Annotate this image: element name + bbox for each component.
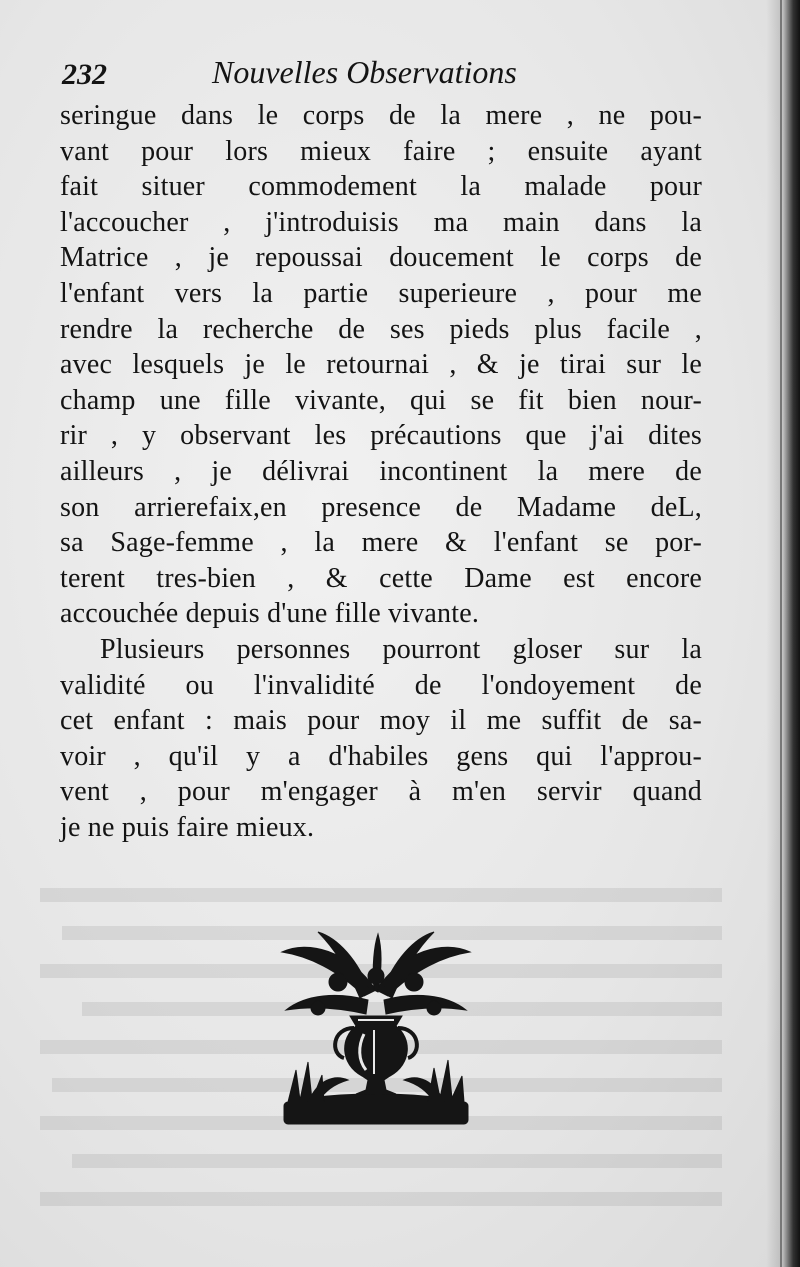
text-line: rir , y observant les précautions que j'ai dites — [60, 420, 702, 452]
page-number: 232 — [62, 58, 107, 91]
text-line: l'enfant vers la partie superieure , pour me — [60, 277, 702, 309]
text-line: l'accoucher , j'introduisis ma main dans la — [60, 206, 702, 238]
text-line: vant pour lors mieux faire ; ensuite ayant — [60, 135, 702, 167]
text-line: accouchée depuis d'une fille vivante. — [60, 598, 480, 630]
text-line: ailleurs , je délivrai incontinent la mere de — [60, 455, 702, 487]
paragraph-1 — [60, 98, 702, 632]
binding-edge-shadow — [766, 0, 800, 1267]
text-line: terent tres-bien , & cette Dame est encore — [60, 562, 702, 594]
text-line: avec lesquels je le retournai , & je tirai sur le — [60, 349, 702, 381]
text-line: sa Sage-femme , la mere & l'enfant se por- — [60, 527, 702, 559]
body-text — [60, 98, 702, 845]
text-line: rendre la recherche de ses pieds plus facile , — [60, 313, 702, 345]
text-line: validité ou l'invalidité de l'ondoyement de — [60, 669, 702, 701]
text-line: je ne puis faire mieux. — [60, 811, 315, 843]
running-title: Nouvelles Observations — [212, 54, 517, 90]
text-line: vent , pour m'engager à m'en servir quand — [60, 776, 702, 808]
ornament-graphic — [278, 930, 474, 1130]
text-line: fait situer commodement la malade pour — [60, 171, 702, 203]
text-line: cet enfant : mais pour moy il me suffit de sa- — [60, 705, 702, 737]
vase-with-foliage-woodcut-icon — [278, 930, 474, 1130]
paragraph-2 — [60, 632, 702, 846]
text-line: voir , qu'il y a d'habiles gens qui l'approu- — [60, 740, 702, 772]
text-line: Matrice , je repoussai doucement le corps de — [60, 242, 702, 274]
page-edge-line — [780, 0, 782, 1267]
running-header — [62, 54, 702, 98]
text-line: seringue dans le corps de la mere , ne pou- — [60, 100, 702, 131]
text-line: champ une fille vivante, qui se fit bien nour- — [60, 384, 702, 416]
text-line: Plusieurs personnes pourront gloser sur la — [100, 633, 702, 665]
text-line: son arrierefaix,en presence de Madame deL, — [60, 491, 702, 523]
